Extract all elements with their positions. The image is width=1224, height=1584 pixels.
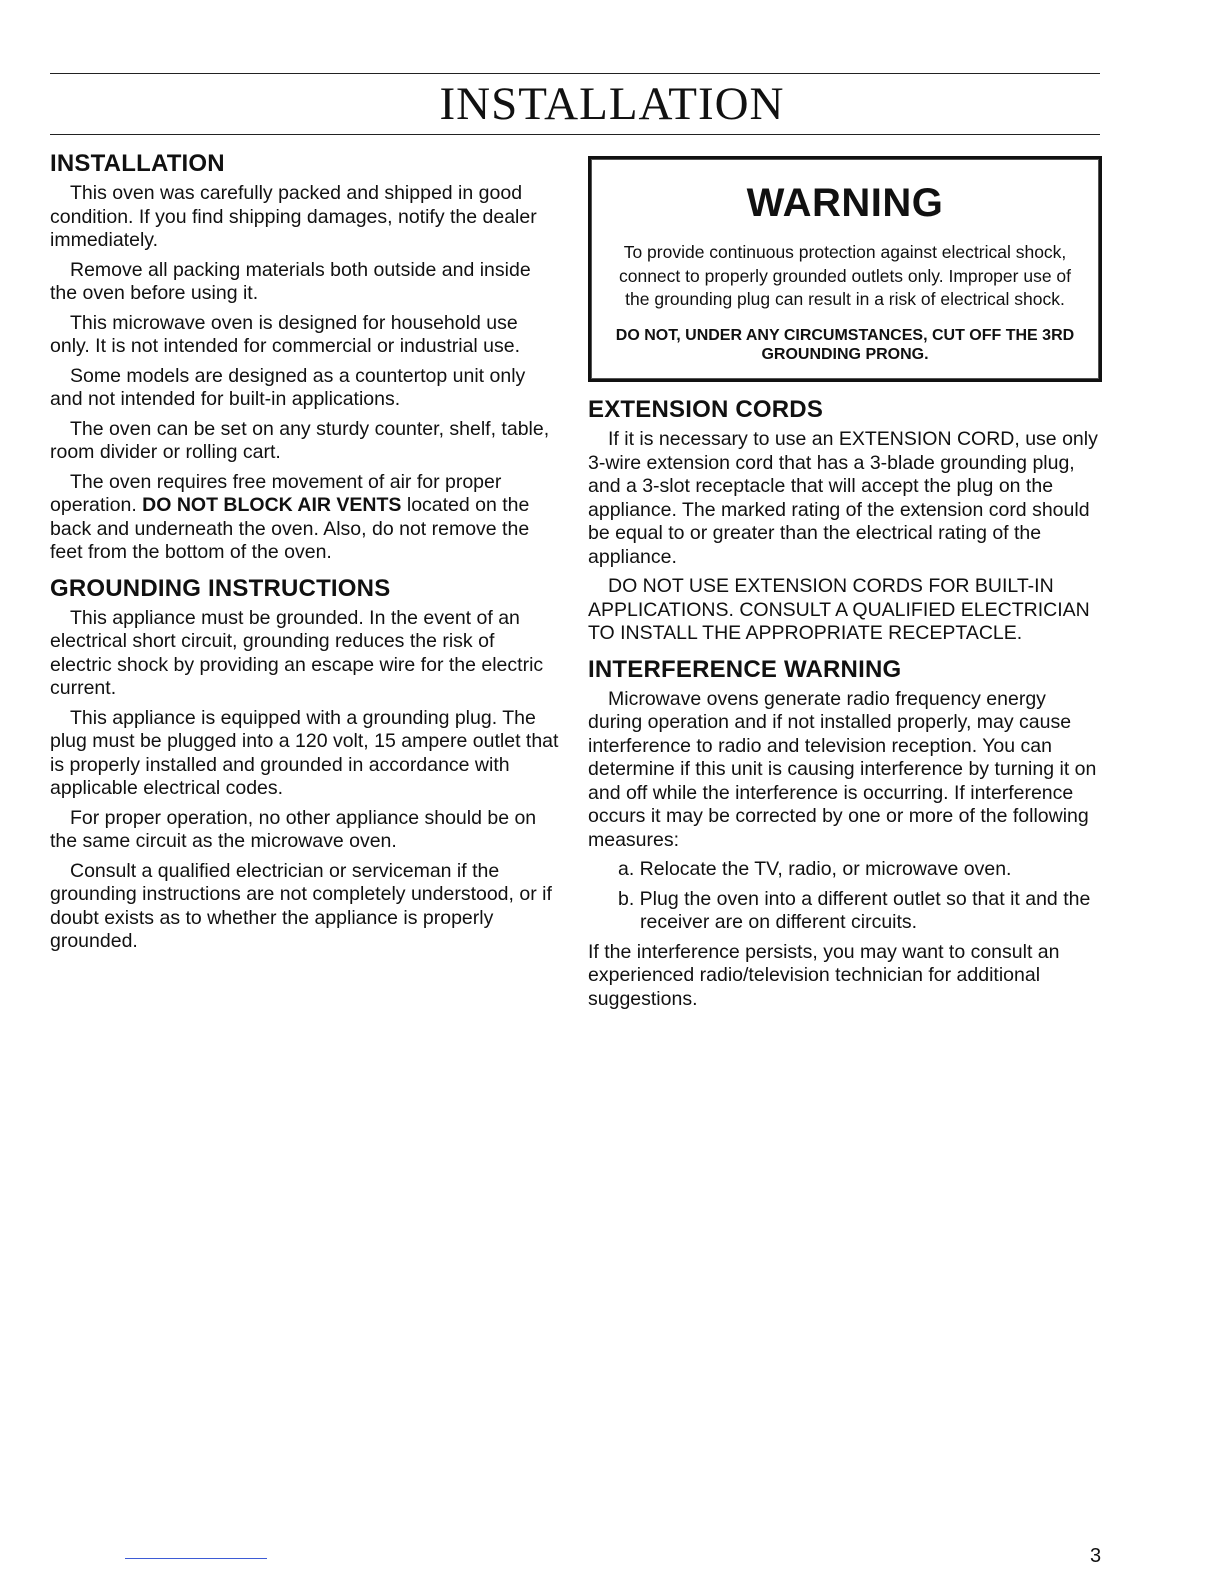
extension-cords-heading: EXTENSION CORDS — [588, 396, 824, 423]
title-bottom-rule — [50, 134, 1100, 135]
grounding-section — [50, 575, 560, 954]
interference-paragraph: Microwave ovens generate radio frequency energy during operation and if not installed properly, may cause interference to radio and television reception. You can determine if this unit is causing interference by turning it on and off while the interference is occurring. If interference occurs it may be corrected by one or more of the following measures: — [588, 687, 1097, 851]
installation-heading: INSTALLATION — [50, 150, 225, 177]
installation-paragraph-air-vents — [50, 471, 560, 565]
warning-body: To provide continuous protection against electrical shock, connect to properly grounded outlets only. Improper use of the grounding plug can result in a risk of electrical shock. — [618, 242, 1072, 309]
grounding-paragraph: Consult a qualified electrician or serviceman if the grounding instructions are not completely understood, or if doubt exists as to whether the appliance is properly grounded. — [50, 859, 552, 952]
extension-cords-paragraph: DO NOT USE EXTENSION CORDS FOR BUILT-IN APPLICATIONS. CONSULT A QUALIFIED ELECTRICIAN TO INSTALL THE APPROPRIATE RECEPTACLE. — [588, 575, 1090, 644]
page-title: INSTALLATION — [439, 78, 785, 130]
extension-cords-section — [588, 396, 1102, 646]
installation-paragraph: Some models are designed as a countertop unit only and not intended for built-in applications. — [50, 364, 526, 410]
grounding-paragraph: This appliance is equipped with a grounding plug. The plug must be plugged into a 120 volt, 15 ampere outlet that is properly installed and grounded in accordance with applicable electrical codes. — [50, 706, 559, 799]
measure-item: b. Plug the oven into a different outlet so that it and the receiver are on different circuits. — [618, 887, 1091, 933]
installation-paragraph: This microwave oven is designed for household use only. It is not intended for commercial or industrial use. — [50, 311, 521, 357]
air-vents-bold-text: DO NOT BLOCK AIR VENTS — [142, 494, 402, 516]
installation-paragraph: This oven was carefully packed and shipped in good condition. If you find shipping damages, notify the dealer immediately. — [50, 182, 537, 251]
warning-box — [588, 156, 1102, 382]
interference-heading: INTERFERENCE WARNING — [588, 655, 902, 683]
grounding-paragraph: For proper operation, no other appliance should be on the same circuit as the microwave oven. — [50, 806, 537, 852]
interference-paragraph: If the interference persists, you may want to consult an experienced radio/television technician for additional suggestions. — [588, 940, 1060, 1010]
left-column — [50, 150, 560, 964]
grounding-paragraph: This appliance must be grounded. In the event of an electrical short circuit, grounding reduces the risk of electric shock by providing an escape wire for the electric current. — [50, 606, 544, 699]
grounding-heading: GROUNDING INSTRUCTIONS — [50, 574, 391, 602]
interference-section — [588, 656, 1102, 1012]
warning-caps-notice: DO NOT, UNDER ANY CIRCUMSTANCES, CUT OFF THE 3RD GROUNDING PRONG. — [615, 326, 1075, 363]
measure-item: a. Relocate the TV, radio, or microwave oven. — [618, 858, 1012, 880]
right-column — [588, 150, 1102, 1021]
air-vents-text-after: located on the back and underneath the oven. Also, do not remove the feet from the bottom of the oven. — [50, 494, 530, 563]
warning-title: WARNING — [746, 181, 944, 225]
installation-section — [50, 150, 560, 565]
installation-paragraph: Remove all packing materials both outside and inside the oven before using it. — [50, 258, 531, 304]
air-vents-text-before: The oven requires free movement of air for proper operation. — [50, 470, 502, 516]
extension-cords-paragraph: If it is necessary to use an EXTENSION CORD, use only 3-wire extension cord that has a 3-blade grounding plug, and a 3-slot receptacle that will accept the plug on the appliance. The marked rating of the extension cord should be equal to or greater than the electrical rating of the appliance. — [588, 428, 1098, 568]
measures-list — [588, 858, 1102, 935]
footer-line — [125, 1558, 267, 1559]
installation-paragraph: The oven can be set on any sturdy counter, shelf, table, room divider or rolling cart. — [50, 417, 550, 463]
top-rule — [50, 73, 1100, 74]
page-number: 3 — [1090, 1545, 1102, 1567]
